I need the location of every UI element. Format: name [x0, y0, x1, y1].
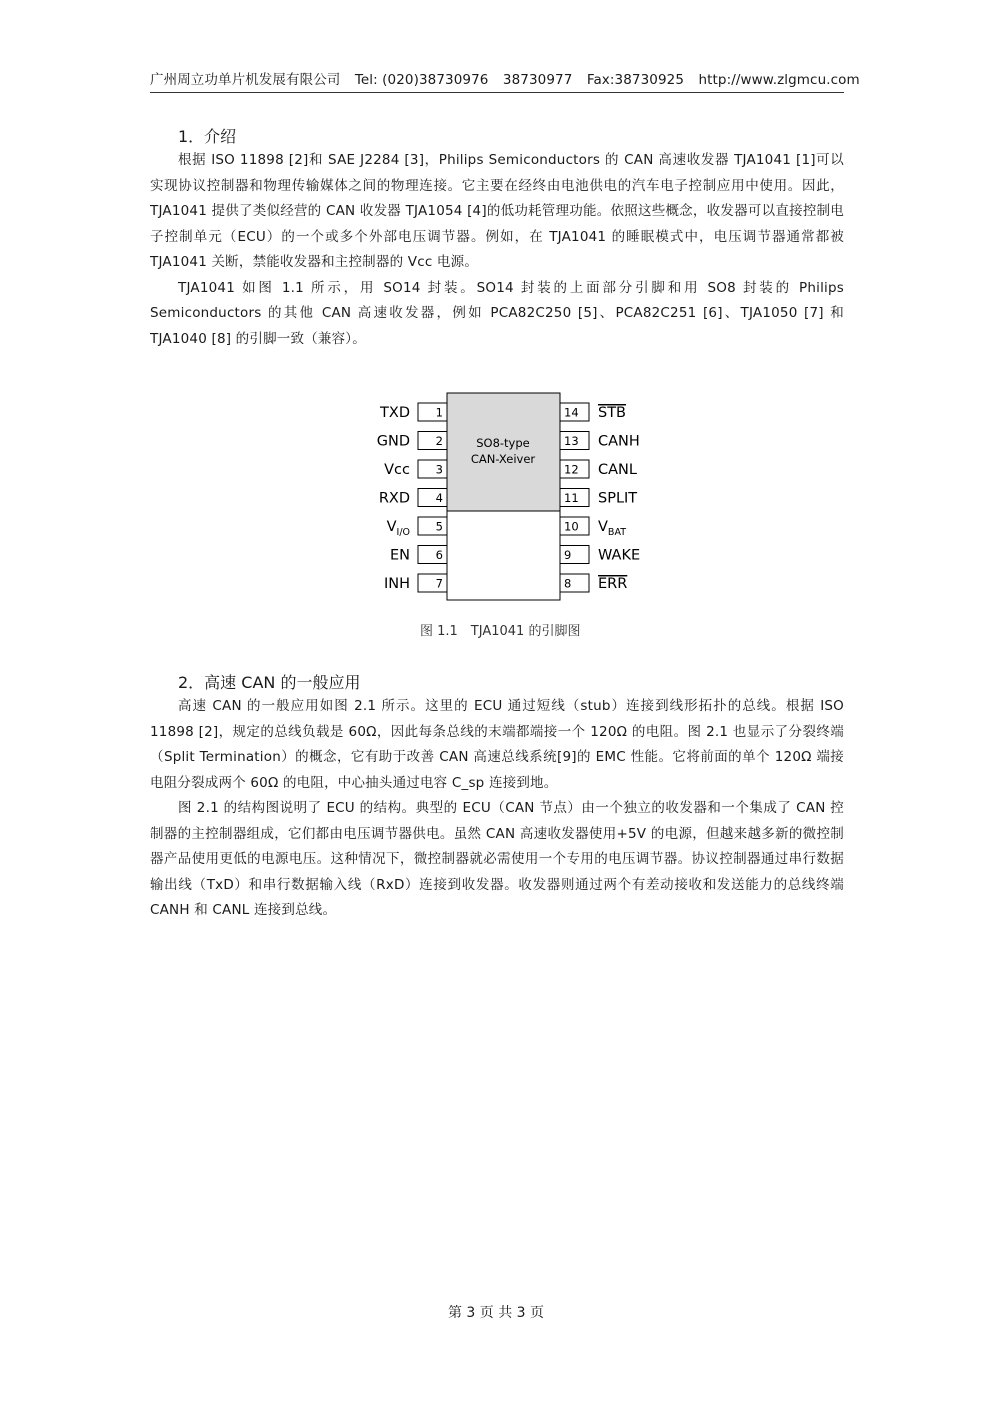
- pin-name-main: CANH: [598, 433, 640, 450]
- telephone: Tel: (020)38730976: [354, 72, 489, 88]
- pin-12: [560, 460, 637, 478]
- pin-number: 2: [435, 434, 443, 448]
- pin-name-main: RXD: [378, 490, 410, 507]
- pin-name: [390, 548, 410, 564]
- paragraph: 高速 CAN 的一般应用如图 2.1 所示。这里的 ECU 通过短线（stub）连接到线形拓扑的总线。根据 ISO 11898 [2]，规定的总线负载是 60Ω，因此每条总线的末端都端接一个 120Ω 的电阻。图 2.1 也显示了分裂终端（Split Termination）的概念，它有助于改善 CAN 高速总线系统[9]的 EMC 性能。它将前面的单个 120Ω 端接电阻分裂成两个 60Ω 的电阻，中心抽头通过电容 C_sp 连接到地。: [150, 698, 844, 791]
- pin-number: 14: [564, 405, 579, 420]
- pin-name: [598, 462, 637, 478]
- pin-number: 8: [564, 576, 572, 591]
- pin-2: [377, 432, 447, 450]
- fax: Fax:38730925: [586, 72, 685, 88]
- section-2-body: [150, 694, 844, 924]
- pin-name: [598, 519, 626, 538]
- pin-number: 1: [435, 405, 443, 420]
- pin-name: [387, 519, 410, 538]
- company-name: 广州周立功单片机发展有限公司: [150, 72, 341, 88]
- pin-name: [598, 576, 627, 592]
- pin-name-subscript: BAT: [607, 527, 627, 538]
- chip-label-line2: CAN-Xeiver: [470, 452, 536, 466]
- pin-7: [384, 574, 447, 592]
- pin-name: [598, 548, 640, 564]
- pin-name-main: INH: [383, 576, 410, 592]
- pin-3: [384, 460, 447, 478]
- telephone-2: 38730977: [502, 72, 573, 88]
- section-1-title: 1．介绍: [178, 127, 237, 146]
- page-footer: 第 3 页 共 3 页: [447, 1305, 545, 1321]
- pin-name-main: SPLIT: [598, 490, 638, 507]
- pin-11: [560, 489, 637, 507]
- pin-name-main: CANL: [598, 462, 637, 478]
- pin-name-main: GND: [376, 433, 410, 450]
- paragraph: 图 2.1 的结构图说明了 ECU 的结构。典型的 ECU（CAN 节点）由一个独立的收发器和一个集成了 CAN 控制器的主控制器组成，它们都由电压调节器供电。虽然 CAN 高速收发器使用+5V 的电源，但越来越多新的微控制器产品使用更低的电源电压。这种情况下，微控制器就必需使用一个专用的电压调节器。协议控制器通过串行数据输出线（TxD）和串行数据输入线（RxD）连接到收发器。收发器则通过两个有差动接收和发送能力的总线终端 CANH 和 CANL 连接到总线。: [150, 800, 844, 918]
- pin-10: [560, 517, 626, 538]
- pin-name: [384, 576, 410, 592]
- paragraph: 根据 ISO 11898 [2]和 SAE J2284 [3]，Philips Semiconductors 的 CAN 高速收发器 TJA1041 [1]可以实现协议控制器和物理传输媒体之间的物理连接。它主要在经终由电池供电的汽车电子控制应用中使用。因此，TJA1041 提供了类似经营的 CAN 收发器 TJA1054 [4]的低功耗管理功能。依照这些概念，收发器可以直接控制电子控制单元（ECU）的一个或多个外部电压调节器。例如，在 TJA1041 的睡眠模式中，电压调节器通常都被 TJA1041 关断，禁能收发器和主控制器的 Vcc 电源。: [150, 152, 844, 270]
- pin-4: [379, 489, 447, 507]
- pin-number: 7: [435, 576, 443, 591]
- paragraph: TJA1041 如图 1.1 所示，用 SO14 封装。SO14 封装的上面部分引脚和用 SO8 封装的 Philips Semiconductors 的其他 CAN 高速收发器，例如 PCA82C250 [5]、PCA82C251 [6]、TJA1050 [7] 和 TJA1040 [8] 的引脚一致（兼容）。: [150, 279, 844, 347]
- pin-name-main: Vcc: [384, 462, 410, 478]
- pin-name: [384, 462, 410, 478]
- pin-name: [377, 434, 410, 450]
- pin-number: 11: [564, 491, 579, 505]
- pin-6: [390, 546, 447, 564]
- pin-1: [379, 403, 447, 421]
- pin-name-main: V: [598, 519, 608, 535]
- pin-name-main: V: [386, 519, 397, 535]
- pin-name: [379, 491, 410, 507]
- pin-name-main: ERR: [598, 576, 628, 592]
- pinout-svg: [360, 390, 660, 610]
- pin-5: [387, 517, 447, 538]
- pinout-diagram: [360, 390, 660, 610]
- pin-number: 9: [564, 548, 572, 562]
- pin-name: [598, 405, 626, 421]
- pin-name: [598, 434, 640, 450]
- pin-number: 12: [564, 462, 579, 477]
- pin-number: 3: [435, 462, 443, 477]
- pin-number: 6: [435, 548, 443, 562]
- pin-name-subscript: I/O: [396, 527, 410, 538]
- pin-number: 13: [564, 434, 579, 448]
- pin-name-main: STB: [598, 405, 627, 421]
- pin-number: 10: [564, 519, 579, 534]
- left-pins: [377, 403, 447, 592]
- pin-8: [560, 574, 627, 592]
- pin-9: [560, 546, 640, 564]
- pin-number: 4: [435, 491, 443, 505]
- pin-name: [598, 491, 637, 507]
- pin-number: 5: [435, 519, 443, 534]
- section-1-body: [150, 148, 844, 352]
- section-2-title: 2．高速 CAN 的一般应用: [178, 673, 361, 692]
- right-pins: [560, 403, 640, 592]
- pin-14: [560, 403, 626, 421]
- pin-13: [560, 432, 640, 450]
- chip-label-line1: SO8-type: [476, 436, 530, 450]
- pin-name-main: WAKE: [598, 547, 641, 564]
- pin-name-main: TXD: [380, 405, 410, 421]
- page-header: [150, 70, 860, 93]
- figure-caption: 图 1.1 TJA1041 的引脚图: [420, 624, 581, 639]
- pin-name: [379, 405, 410, 421]
- pin-name-main: EN: [389, 547, 410, 564]
- website-url: http://www.zlgmcu.com: [698, 72, 860, 88]
- chip-lower-section: [447, 511, 560, 600]
